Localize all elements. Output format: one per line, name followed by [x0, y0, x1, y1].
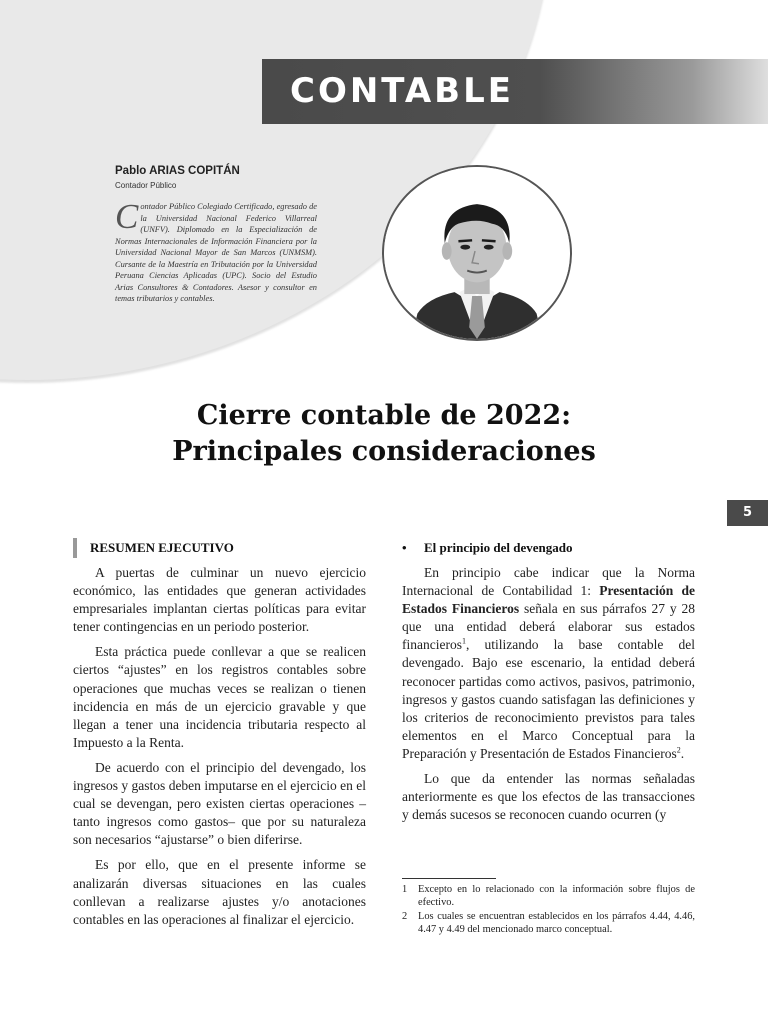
footnote-2 — [402, 911, 695, 936]
section-banner — [262, 59, 768, 124]
accrual-heading-text: El principio del devengado — [424, 540, 573, 555]
footnote-1 — [402, 884, 695, 909]
footnote-ref-1: 1 — [461, 636, 466, 646]
summary-paragraph-1: A puertas de culminar un nuevo ejercicio económico, las entidades que generan actividades empresariales implantan ciertas políticas para evitar tener contingencias en un periodo posterior. — [73, 565, 366, 635]
executive-summary-heading: RESUMEN EJECUTIVO — [73, 538, 366, 558]
author-bio — [115, 197, 317, 305]
footnote-text: Los cuales se encuentran establecidos en los párrafos 4.44, 4.46, 4.47 y 4.49 del mencionado marco conceptual. — [418, 911, 695, 935]
summary-paragraph-3: De acuerdo con el principio del devengado, los ingresos y gastos deben imputarse en el ejercicio en el cual se devengan, pero existen ciertas operaciones –tanto ingresos como gastos– que por su naturaleza son necesarios “ajustarse” o bien diferirse. — [73, 759, 366, 848]
footnote-number: 1 — [402, 884, 408, 896]
text-run: , utilizando la base contable del devengado. Bajo ese escenario, la entidad deberá reconocer partidas como activos, pasivos, patrimonio, ingresos y gastos cuando satisfagan las definiciones y los criterios de reconocimiento previstos para tales elementos en el Marco Conceptual para la Preparación y Presentación de Estados Financieros — [402, 637, 695, 761]
text-run: señala en sus párrafos 27 y 28 que una entidad deberá elaborar sus estados financieros — [402, 601, 695, 653]
right-column — [402, 538, 695, 938]
article-title — [0, 398, 768, 470]
author-role: Contador Público — [115, 181, 177, 190]
page-number: 5 — [742, 505, 753, 520]
footnote-number: 2 — [402, 911, 408, 923]
footnote-divider — [402, 878, 496, 879]
accrual-paragraph-1 — [402, 564, 695, 763]
accrual-paragraph-2: Lo que da entender las normas señaladas anteriormente es que los efectos de las transacciones y demás sucesos se reconocen cuando ocurren (y — [402, 771, 695, 823]
text-run: En principio cabe indicar que la Norma Internacional de Contabilidad 1: — [402, 565, 695, 599]
section-title: CONTABLE — [290, 71, 514, 111]
summary-paragraph-2: Esta práctica puede conllevar a que se realicen ciertos “ajustes” en los registros contables sobre operaciones que muchas veces se realizan o tienen incidencia en más de un ejercicio gravable y que llegan a tener una incidencia tributaria respecto al Impuesto a la Renta. — [73, 644, 366, 750]
article-title-line-1: Cierre contable de 2022: — [196, 400, 572, 431]
summary-paragraph-4: Es por ello, que en el presente informe se analizarán diversas situaciones en las cuales conllevan a realizarse ajustes y/o anotaciones contables en las operaciones al finalizar el ejercicio. — [73, 857, 366, 927]
footnote-text: Excepto en lo relacionado con la información sobre flujos de efectivo. — [418, 884, 695, 908]
accrual-principle-heading — [402, 538, 695, 558]
footnote-ref-2: 2 — [676, 745, 681, 755]
author-portrait-image — [384, 167, 570, 339]
author-photo — [382, 165, 572, 341]
left-column — [73, 538, 366, 936]
nic-title: Presentación de Estados Financieros — [402, 583, 695, 617]
author-bio-text: ontador Público Colegiado Certificado, egresado de la Universidad Nacional Federico Villarreal (UNFV). Diplomado en la Especialización de Normas Internacionales de Información Financiera por la Universidad Nacional Mayor de San Marcos (UNMSM). Cursante de la Maestría en Tributación por la Universidad Peruana Ciencias Aplicadas (UPC). Socio del Estudio Arias Consultores & Contadores. Asesor y consultor en temas tributarios y contables. — [115, 202, 317, 303]
text-run: . — [680, 745, 685, 761]
page-number-tab — [727, 500, 768, 526]
article-title-line-2: Principales consideraciones — [172, 436, 596, 467]
drop-cap: C — [115, 197, 139, 236]
bullet-icon: • — [402, 540, 407, 555]
author-name: Pablo ARIAS COPITÁN — [115, 165, 240, 177]
